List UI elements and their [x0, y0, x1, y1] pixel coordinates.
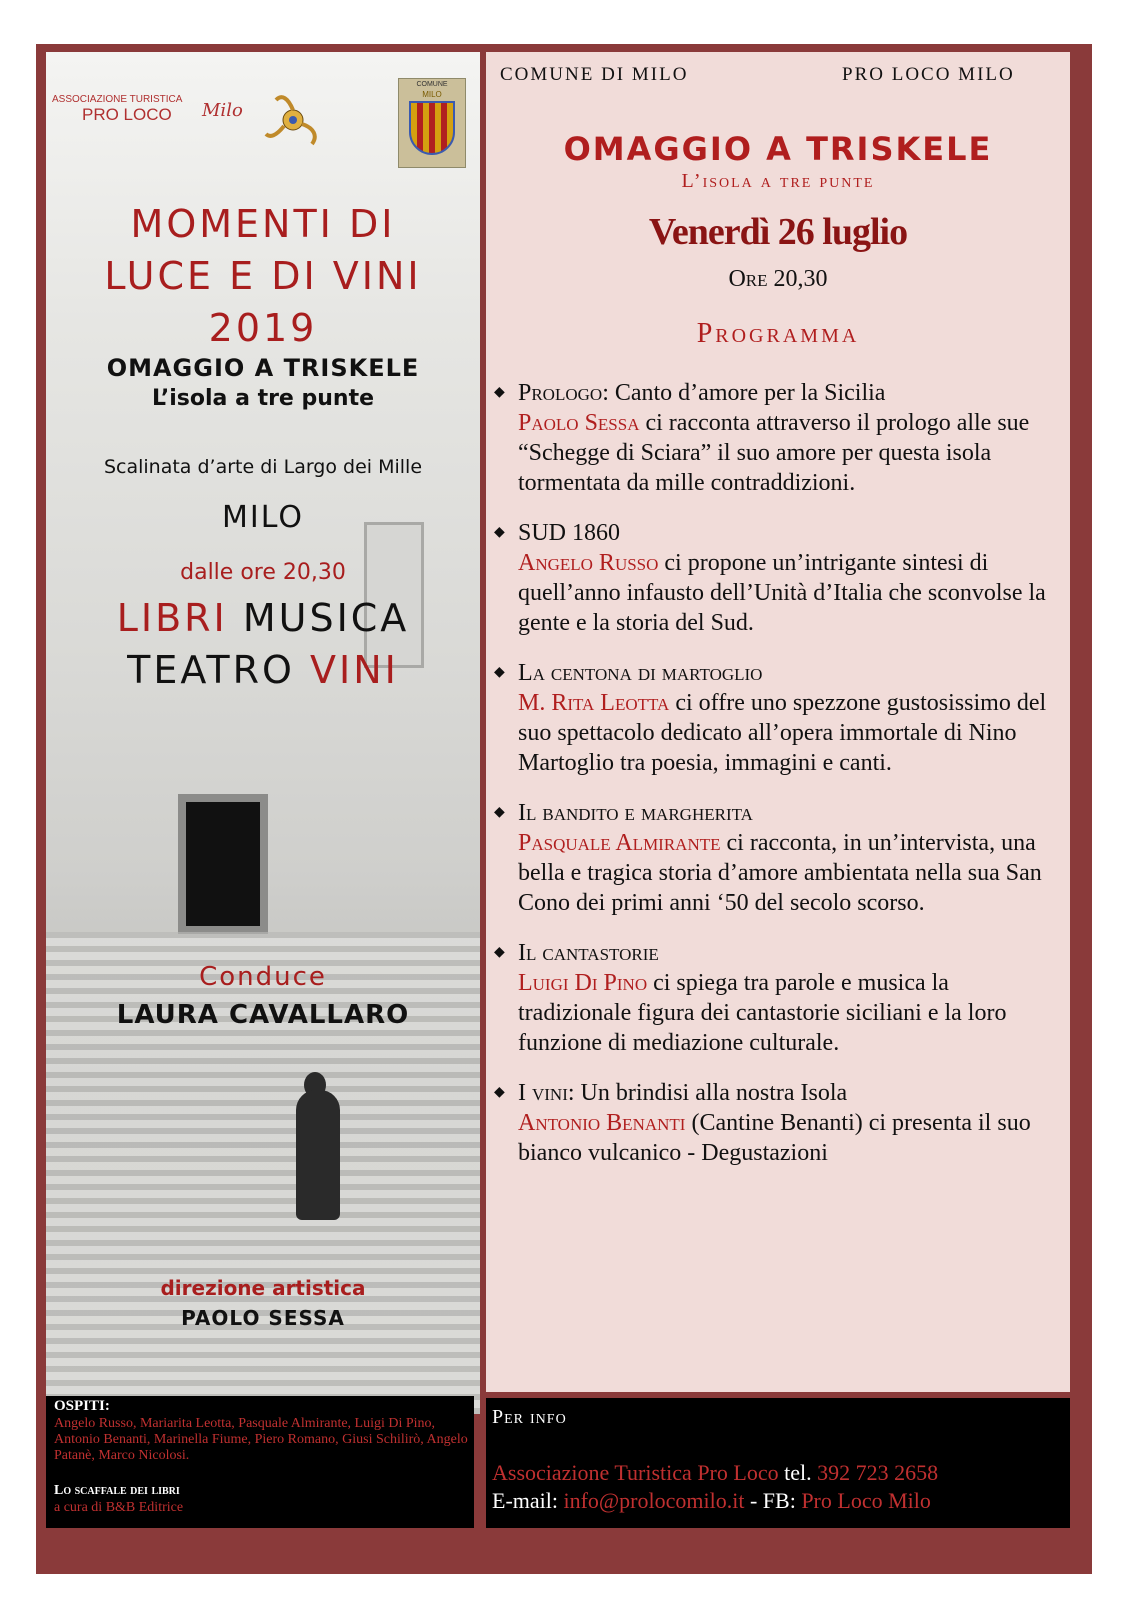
item-title-suffix: : Canto d’amore per la Sicilia [602, 380, 886, 406]
item-title: I vini [518, 1080, 568, 1106]
info-tel[interactable]: 392 723 2658 [817, 1460, 939, 1485]
guests-list: Angelo Russo, Mariarita Leotta, Pasquale Almirante, Luigi Di Pino, Antonio Benanti, Marinella Fiume, Piero Romano, Giusi Schilirò, Angelo Patanè, Marco Nicolosi. [54, 1416, 468, 1463]
bookshelf-title: Lo scaffale dei libri [54, 1483, 180, 1498]
event-title [46, 198, 480, 354]
proloco-logo [52, 94, 243, 140]
item-guest: Antonio Benanti [518, 1110, 686, 1136]
program-title: OMAGGIO A TRISKELE [563, 130, 993, 168]
list-item [494, 518, 1066, 638]
director-name: PAOLO SESSA [181, 1306, 345, 1330]
diamond-bullet-icon: ◆ [494, 385, 505, 400]
info-email-line [492, 1488, 931, 1514]
trinacria-icon [262, 90, 324, 152]
info-tel-label: tel. [778, 1460, 818, 1485]
list-item [494, 798, 1066, 918]
diamond-bullet-icon: ◆ [494, 945, 505, 960]
item-title-suffix: : Un brindisi alla nostra Isola [567, 1080, 848, 1106]
diamond-bullet-icon: ◆ [494, 1085, 505, 1100]
category-musica: MUSICA [242, 596, 410, 640]
info-email-label: E-mail: [492, 1488, 564, 1513]
list-item [494, 938, 1066, 1058]
event-title-line1: MOMENTI DI [130, 202, 396, 246]
list-item [494, 378, 1066, 498]
comune-coat-of-arms [398, 78, 466, 168]
item-guest: M. Rita Leotta [518, 690, 670, 716]
item-desc: (Cantine Benanti) ci presenta il suo bianco vulcanico - Degustazioni [518, 1110, 1031, 1166]
program-subtitle: L’isola a tre punte [681, 170, 875, 192]
left-omaggio: OMAGGIO A TRISKELE [106, 354, 420, 382]
info-email-link[interactable]: info@prolocomilo.it [563, 1488, 745, 1513]
host-label: Conduce [199, 962, 327, 992]
item-guest: Luigi Di Pino [518, 970, 648, 996]
door-shape [178, 794, 268, 934]
info-title: Per info [492, 1406, 567, 1428]
event-title-line3: 2019 [208, 306, 318, 350]
event-title-line2: LUCE E DI VINI [104, 254, 422, 298]
guests-title: OSPITI: [54, 1398, 110, 1414]
info-fb-label: - FB: [744, 1488, 802, 1513]
diamond-bullet-icon: ◆ [494, 665, 505, 680]
item-title: SUD 1860 [518, 520, 621, 546]
item-guest: Paolo Sessa [518, 410, 640, 436]
info-fb-link[interactable]: Pro Loco Milo [801, 1488, 931, 1513]
program-list [494, 378, 1066, 1188]
item-desc: ci racconta attraverso il prologo alle sue “Schegge di Sciara” il suo amore per questa isola tormentata da mille contraddizioni. [518, 410, 1030, 496]
list-item [494, 1078, 1066, 1168]
info-contact-line [492, 1460, 938, 1486]
proloco-assoc: ASSOCIAZIONE TURISTICA [52, 94, 183, 105]
info-assoc: Associazione Turistica Pro Loco [492, 1460, 779, 1485]
proloco-script: Milo [202, 100, 243, 121]
left-isola: L’isola a tre punte [151, 386, 375, 411]
host-name: LAURA CAVALLARO [116, 1000, 410, 1030]
item-desc: ci racconta, in un’intervista, una bella e tragica storia d’amore ambientata nella sua San Cono dei primi anni ‘50 del secolo scorso. [518, 830, 1042, 916]
item-desc: ci spiega tra parole e musica la tradizionale figura dei cantastorie siciliani e la loro funzione di mediazione culturale. [518, 970, 1007, 1056]
comune-top-text: COMUNE [416, 81, 448, 88]
header-proloco: PRO LOCO MILO [842, 64, 1015, 85]
proloco-name: PRO LOCO [82, 105, 172, 124]
category-libri: LIBRI [116, 596, 228, 640]
diamond-bullet-icon: ◆ [494, 805, 505, 820]
item-guest: Angelo Russo [518, 550, 659, 576]
item-title: Il cantastorie [518, 940, 659, 966]
shield-stripes-icon [409, 101, 455, 155]
bookshelf-credit: a cura di B&B Editrice [54, 1500, 184, 1515]
header-comune: COMUNE DI MILO [500, 64, 689, 85]
item-desc: ci offre uno spezzone gustosissimo del suo spettacolo dedicato all’opera immortale di Nino Martoglio tra poesia, immagini e canti. [518, 690, 1047, 776]
category-vini: VINI [310, 648, 399, 692]
list-item [494, 658, 1066, 778]
item-guest: Pasquale Almirante [518, 830, 721, 856]
item-title: Prologo [518, 380, 603, 406]
comune-name-text: MILO [422, 90, 442, 99]
item-desc: ci propone un’intrigante sintesi di quell’anno infausto dell’Unità d’Italia che sconvolse la gente e la storia del Sud. [518, 550, 1046, 636]
venue: Scalinata d’arte di Largo dei Mille [103, 456, 423, 478]
item-title: La centona di martoglio [518, 660, 763, 686]
event-categories [46, 592, 480, 696]
person-silhouette [296, 1090, 340, 1220]
direction-label: direzione artistica [160, 1276, 366, 1300]
event-time: Ore 20,30 [728, 266, 828, 292]
item-title: Il bandito e margherita [518, 800, 753, 826]
town: MILO [222, 500, 304, 535]
event-date: Venerdì 26 luglio [648, 211, 908, 253]
start-time: dalle ore 20,30 [180, 560, 346, 585]
programma-heading: Programma [696, 318, 860, 349]
category-teatro: TEATRO [127, 648, 295, 692]
diamond-bullet-icon: ◆ [494, 525, 505, 540]
